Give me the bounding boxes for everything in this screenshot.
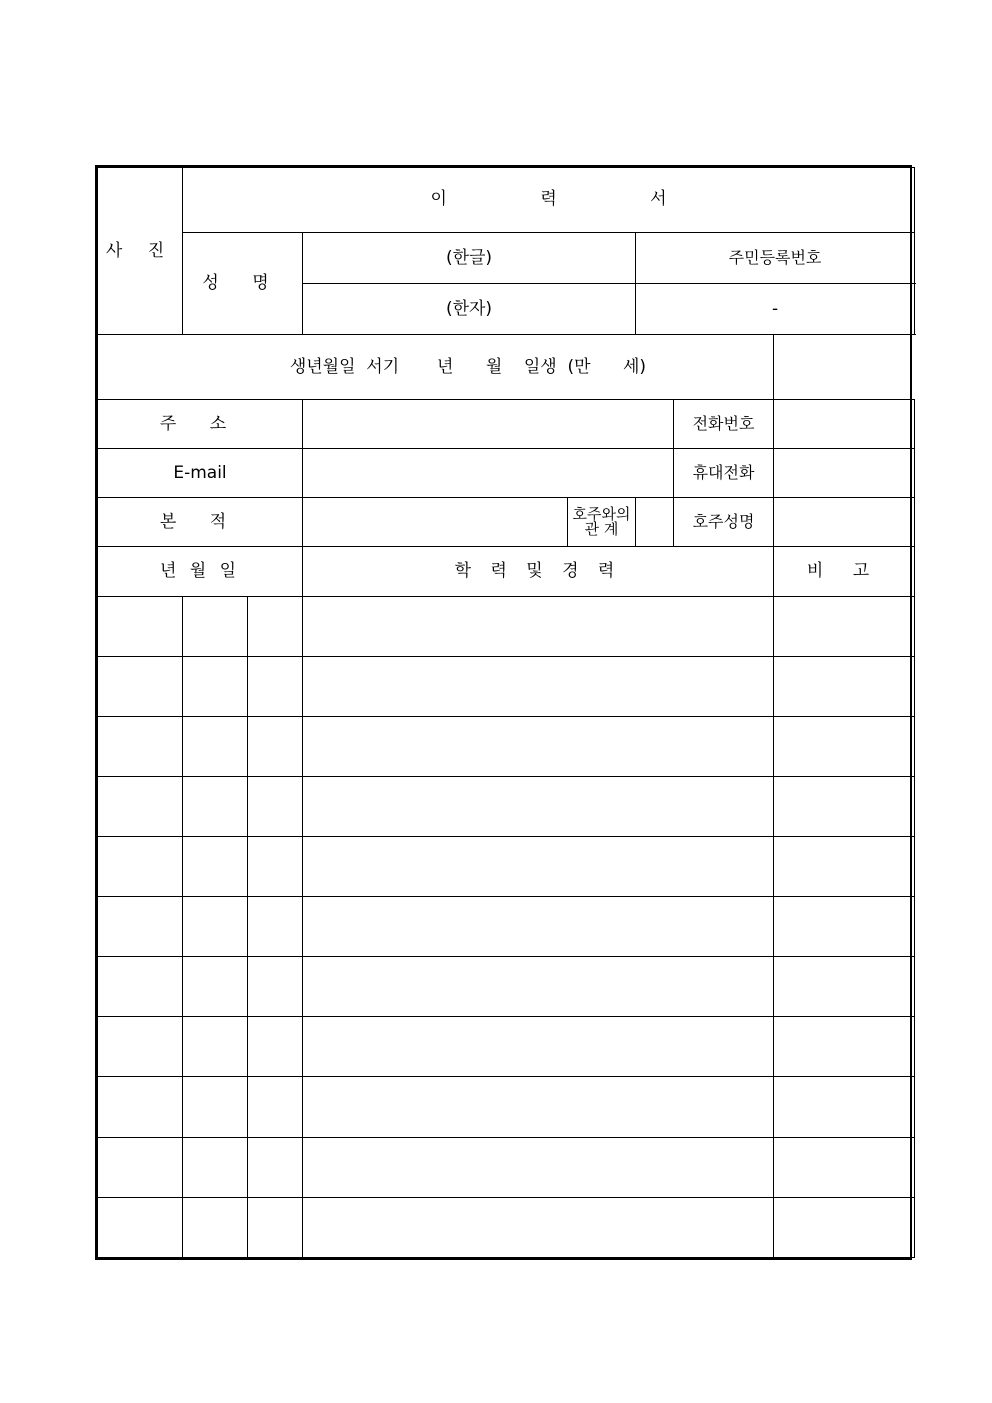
- head-relation-value-cell[interactable]: [636, 498, 674, 547]
- career-month-cell[interactable]: [183, 656, 248, 716]
- career-remarks-cell[interactable]: [774, 1017, 915, 1077]
- career-date-header: 년 월 일: [159, 560, 241, 581]
- origin-value-cell[interactable]: [303, 498, 568, 547]
- name-hangul-label: (한글): [445, 247, 493, 268]
- career-remarks-cell[interactable]: [774, 716, 915, 776]
- phone-label: 전화번호: [692, 413, 755, 433]
- career-year-cell[interactable]: [98, 1077, 183, 1137]
- address-label: 주 소: [159, 413, 241, 434]
- address-label-cell: [98, 400, 303, 449]
- career-remarks-cell[interactable]: [774, 957, 915, 1017]
- email-row: [98, 449, 915, 498]
- career-remarks-cell[interactable]: [774, 656, 915, 716]
- career-month-cell[interactable]: [183, 716, 248, 776]
- page-title: 이 력 서: [183, 168, 915, 233]
- head-relation-label-line1: 호주와의: [572, 504, 631, 523]
- career-content-cell[interactable]: [303, 1137, 774, 1197]
- origin-label: 본 적: [159, 511, 241, 532]
- phone-label-cell: [674, 400, 774, 449]
- career-year-cell[interactable]: [98, 1197, 183, 1257]
- career-content-cell[interactable]: [303, 596, 774, 656]
- name-hangul-cell[interactable]: [303, 233, 636, 284]
- table-row: [98, 837, 915, 897]
- career-year-cell[interactable]: [98, 957, 183, 1017]
- address-value-cell[interactable]: [303, 400, 674, 449]
- resume-form-table: [95, 165, 912, 1260]
- career-remarks-cell[interactable]: [774, 837, 915, 897]
- title-row: [98, 168, 915, 233]
- head-relation-label-cell: [568, 498, 636, 547]
- table-row: [98, 1077, 915, 1137]
- career-month-cell[interactable]: [183, 957, 248, 1017]
- career-month-cell[interactable]: [183, 897, 248, 957]
- career-day-cell[interactable]: [248, 776, 303, 836]
- table-row: [98, 1137, 915, 1197]
- career-remarks-header-cell: [774, 547, 915, 596]
- address-row: [98, 400, 915, 449]
- career-day-cell[interactable]: [248, 1197, 303, 1257]
- career-content-header: 학 력 및 경 력: [454, 560, 622, 581]
- career-year-cell[interactable]: [98, 837, 183, 897]
- resident-number-label-cell: [636, 233, 915, 284]
- phone-value-cell[interactable]: [774, 400, 915, 449]
- resident-number-value: -: [771, 298, 779, 319]
- career-remarks-cell[interactable]: [774, 897, 915, 957]
- table-row: [98, 776, 915, 836]
- career-remarks-cell[interactable]: [774, 776, 915, 836]
- career-day-cell[interactable]: [248, 656, 303, 716]
- career-year-cell[interactable]: [98, 1137, 183, 1197]
- origin-label-cell: [98, 498, 303, 547]
- career-content-cell[interactable]: [303, 897, 774, 957]
- career-content-cell[interactable]: [303, 1017, 774, 1077]
- email-value-cell[interactable]: [303, 449, 674, 498]
- head-name-label-cell: [674, 498, 774, 547]
- table-row: [98, 656, 915, 716]
- career-content-cell[interactable]: [303, 837, 774, 897]
- birthdate-cell[interactable]: [98, 335, 774, 400]
- career-remarks-cell[interactable]: [774, 1137, 915, 1197]
- career-day-cell[interactable]: [248, 897, 303, 957]
- resident-number-label: 주민등록번호: [728, 247, 822, 267]
- career-day-cell[interactable]: [248, 957, 303, 1017]
- career-remarks-cell[interactable]: [774, 596, 915, 656]
- name-label: 성 명: [202, 273, 283, 294]
- career-month-cell[interactable]: [183, 1137, 248, 1197]
- career-year-cell[interactable]: [98, 897, 183, 957]
- photo-label: 사 진: [105, 240, 175, 261]
- head-name-value-cell[interactable]: [774, 498, 915, 547]
- resident-number-value-cell[interactable]: [636, 284, 915, 335]
- mobile-value-cell[interactable]: [774, 449, 915, 498]
- career-month-cell[interactable]: [183, 596, 248, 656]
- career-year-cell[interactable]: [98, 596, 183, 656]
- career-month-cell[interactable]: [183, 1197, 248, 1257]
- origin-row: [98, 498, 915, 547]
- email-label-cell: [98, 449, 303, 498]
- head-relation-label-line2: 관 계: [584, 520, 619, 539]
- mobile-label: 휴대전화: [692, 462, 755, 482]
- career-day-cell[interactable]: [248, 1137, 303, 1197]
- career-date-header-cell: [98, 547, 303, 596]
- career-month-cell[interactable]: [183, 1077, 248, 1137]
- photo-cell: [98, 168, 183, 335]
- mobile-label-cell: [674, 449, 774, 498]
- table-row: [98, 1017, 915, 1077]
- career-content-cell[interactable]: [303, 957, 774, 1017]
- name-hanja-label: (한자): [445, 298, 493, 319]
- career-year-cell[interactable]: [98, 776, 183, 836]
- career-month-cell[interactable]: [183, 837, 248, 897]
- email-label: E-mail: [173, 462, 227, 483]
- career-month-cell[interactable]: [183, 1017, 248, 1077]
- career-content-cell[interactable]: [303, 1197, 774, 1257]
- career-day-cell[interactable]: [248, 1077, 303, 1137]
- career-year-cell[interactable]: [98, 656, 183, 716]
- head-name-label: 호주성명: [692, 511, 755, 531]
- career-content-cell[interactable]: [303, 656, 774, 716]
- table-row: [98, 1197, 915, 1257]
- career-content-cell[interactable]: [303, 776, 774, 836]
- career-year-cell[interactable]: [98, 1017, 183, 1077]
- career-content-cell[interactable]: [303, 716, 774, 776]
- career-content-header-cell: [303, 547, 774, 596]
- career-content-cell[interactable]: [303, 1077, 774, 1137]
- career-day-cell[interactable]: [248, 1017, 303, 1077]
- table-row: [98, 716, 915, 776]
- table-row: [98, 957, 915, 1017]
- table-row: [98, 596, 915, 656]
- career-day-cell[interactable]: [248, 716, 303, 776]
- birthdate-text: 생년월일 서기 년 월 일생 (만 세): [289, 356, 647, 377]
- career-day-cell[interactable]: [248, 837, 303, 897]
- career-header-row: [98, 547, 915, 596]
- career-remarks-cell[interactable]: [774, 1197, 915, 1257]
- career-year-cell[interactable]: [98, 716, 183, 776]
- birthdate-row: [98, 335, 915, 400]
- career-remarks-cell[interactable]: [774, 1077, 915, 1137]
- career-day-cell[interactable]: [248, 596, 303, 656]
- table-row: [98, 897, 915, 957]
- career-month-cell[interactable]: [183, 776, 248, 836]
- name-hanja-cell[interactable]: [303, 284, 636, 335]
- name-label-cell: [183, 233, 303, 335]
- name-hangul-row: [98, 233, 915, 284]
- form-grid: [97, 167, 915, 1258]
- career-remarks-header: 비 고: [806, 560, 882, 581]
